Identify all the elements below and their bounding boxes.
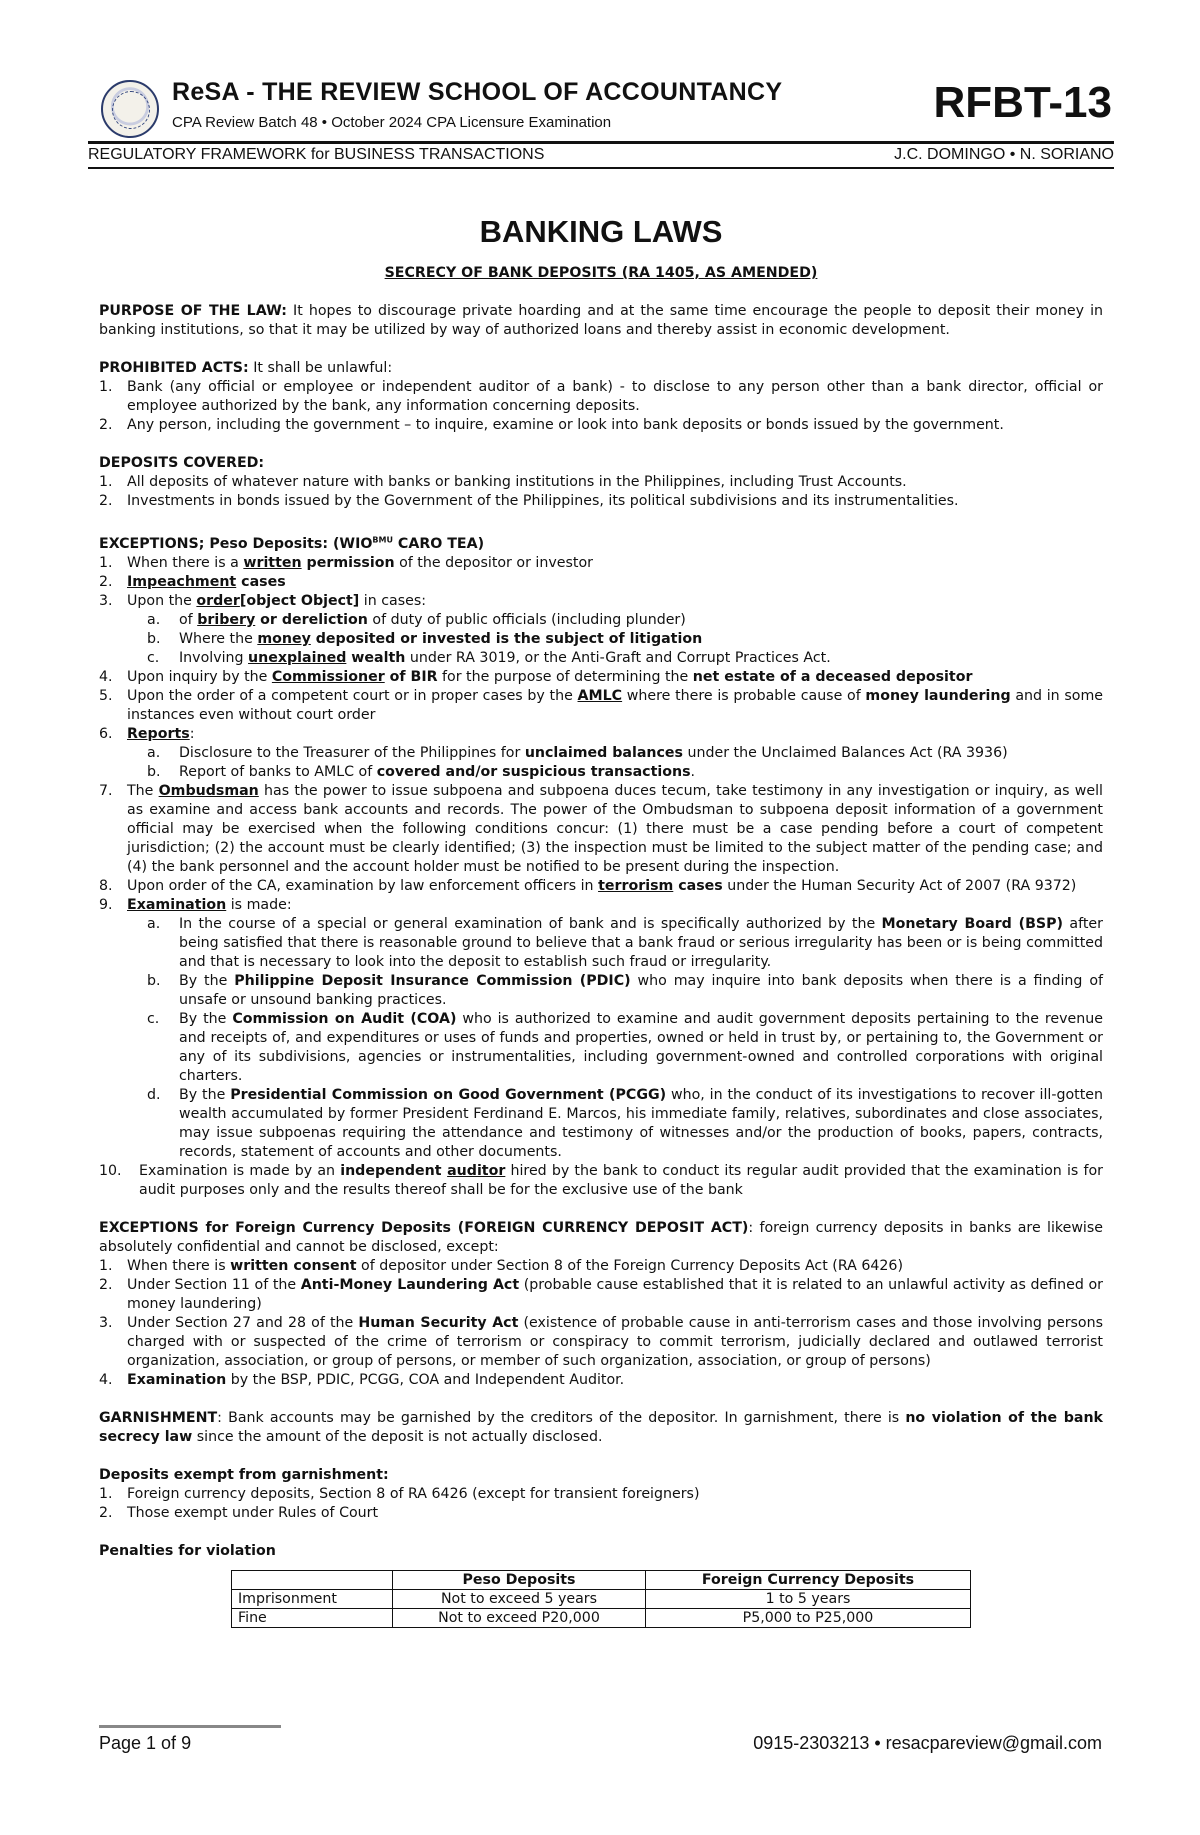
list-item: 3. Upon the order[object Object] in cases: a. of bribery or dereliction of duty of public officials (including plunder) b. Where the money deposited or invested is the subject of litigation c. Involving unexplained wealth under RA 3019, or the Anti-Graft and Corrupt Practices Act. [99, 592, 1103, 668]
penalties-label: Penalties for violation [99, 1542, 276, 1559]
table-cell: Fine [232, 1608, 393, 1627]
list-item: 4. Examination by the BSP, PDIC, PCGG, COA and Independent Auditor. [99, 1371, 625, 1388]
garnishment-section: GARNISHMENT: Bank accounts may be garnished by the creditors of the depositor. In garnishment, there is no violation of the bank secrecy law since the amount of the deposit is not actually disclosed. [99, 1409, 1103, 1445]
main-content [99, 212, 1103, 1628]
table-cell: P5,000 to P25,000 [646, 1608, 971, 1627]
footer-divider [99, 1725, 281, 1728]
table-cell: Not to exceed 5 years [393, 1589, 646, 1608]
table-header: Foreign Currency Deposits [646, 1570, 971, 1589]
list-item: 6. Reports: a. Disclosure to the Treasurer of the Philippines for unclaimed balances under the Unclaimed Balances Act (RA 3936) b. Report of banks to AMLC of covered and/or suspicious transactions. [99, 725, 1103, 782]
list-item: 3. Under Section 27 and 28 of the Human Security Act (existence of probable cause in anti-terrorism cases and those involving persons charged with or suspected of the crime of terrorism or conspiracy to commit terrorism, judicially declared and outlawed terrorist organization, association, or group of persons, or member of such organization, association, or group of persons) [99, 1314, 1103, 1369]
list-item: 2. Impeachment cases [99, 573, 286, 590]
header-divider [88, 141, 1114, 144]
list-item: 2. Any person, including the government – to inquire, examine or look into bank deposits or bonds issued by the government. [99, 417, 1004, 433]
list-item: 10. Examination is made by an independent auditor hired by the bank to conduct its regular audit provided that the examination is for audit purposes only and the results thereof shall be for the exclusive use of the bank [99, 1162, 1103, 1198]
list-item: 8. Upon order of the CA, examination by law enforcement officers in terrorism cases under the Human Security Act of 2007 (RA 9372) [99, 877, 1077, 894]
sub-list-item: a. of bribery or dereliction of duty of public officials (including plunder) [147, 611, 686, 628]
prohibited-text: It shall be unlawful: [248, 360, 393, 376]
penalties-section [99, 1542, 1103, 1628]
list-item: 1. When there is a written permission of the depositor or investor [99, 554, 593, 571]
sub-list-item: b. By the Philippine Deposit Insurance Commission (PDIC) who may inquire into bank deposits when there is a finding of unsafe or unsound banking practices. [147, 972, 1103, 1008]
sub-list-item: b. Where the money deposited or invested is the subject of litigation [147, 630, 703, 647]
contact-info: 0915-2303213 • resacpareview@gmail.com [753, 1733, 1102, 1753]
sub-list-item: c. By the Commission on Audit (COA) who is authorized to examine and audit government deposits pertaining to the revenue and receipts of, and expenditures or uses of funds and properties, owned or held in trust by, or pertaining to, the Government or any of its subdivisions, agencies or instrumentalities, including government-owned and controlled corporations with original charters. [147, 1010, 1103, 1084]
school-name: ReSA - THE REVIEW SCHOOL OF ACCOUNTANCY [172, 78, 783, 106]
list-item: 7. The Ombudsman has the power to issue subpoena and subpoena duces tecum, take testimony in any investigation or inquiry, as well as examine and access bank accounts and records. The power of the Ombudsman to subpoena deposit information of a government official may be exercised when the following conditions concur: (1) there must be a case pending before a court of competent jurisdiction; (2) the account must be clearly identified; (3) the inspection must be limited to the subject matter of the pending case; and (4) the bank personnel and the account holder must be notified to be present during the inspection. [99, 782, 1103, 875]
sub-list-item: b. Report of banks to AMLC of covered and/or suspicious transactions. [147, 763, 696, 780]
section-subtitle: SECRECY OF BANK DEPOSITS (RA 1405, AS AMENDED) [384, 265, 818, 281]
table-cell: Not to exceed P20,000 [393, 1608, 646, 1627]
exceptions-label: EXCEPTIONS; Peso Deposits: ($WIO^{BMU}$ CARO TEA) [99, 535, 485, 552]
page-title: BANKING LAWS [479, 214, 723, 249]
list-item: 2. Under Section 11 of the Anti-Money Laundering Act (probable cause established that it is related to an unlawful activity as defined or money laundering) [99, 1276, 1103, 1312]
exempt-label: Deposits exempt from garnishment: [99, 1466, 389, 1483]
list-item: 5. Upon the order of a competent court or in proper cases by the AMLC where there is probable cause of money laundering and in some instances even without court order [99, 687, 1104, 723]
garnishment-label: GARNISHMENT [99, 1409, 218, 1426]
subject-title: REGULATORY FRAMEWORK for BUSINESS TRANSACTIONS [88, 146, 545, 163]
prohibited-section [99, 359, 1103, 435]
covered-label: DEPOSITS COVERED: [99, 455, 265, 471]
purpose-text: It hopes to discourage private hoarding and at the same time encourage the people to deposit their money in banking institutions, so that it may be utilized by way of authorized loans and thereby assist in economic development. [99, 303, 1104, 338]
header-divider-thin [88, 167, 1114, 169]
list-item: 1. Bank (any official or employee or independent auditor of a bank) - to disclose to any person other than a bank director, official or employee authorized by the bank, any information concerning deposits. [99, 379, 1103, 414]
batch-info: CPA Review Batch 48 • October 2024 CPA Licensure Examination [172, 114, 612, 131]
page-number: Page 1 of 9 [99, 1733, 192, 1753]
table-header-row [232, 1570, 971, 1589]
list-item: 1. When there is written consent of depositor under Section 8 of the Foreign Currency Deposits Act (RA 6426) [99, 1257, 903, 1274]
list-item: 2. Those exempt under Rules of Court [99, 1504, 379, 1521]
sub-list-item: a. Disclosure to the Treasurer of the Philippines for unclaimed balances under the Unclaimed Balances Act (RA 3936) [147, 744, 1008, 761]
foreign-exceptions-section: EXCEPTIONS for Foreign Currency Deposits (FOREIGN CURRENCY DEPOSIT ACT): foreign currency deposits in banks are likewise absolutely confidential and cannot be disclosed, except: 1. When there is written consent of depositor under Section 8 of the Foreign Currency Deposits Act (RA 6426) 2. Under Section 11 of the Anti-Money Laundering Act (probable cause established that it is related to an unlawful activity as defined or money laundering) 3. Under Section 27 and 28 of the Human Security Act (existence of probable cause in anti-terrorism cases and those involving persons charged with or suspected of the crime of terrorism or conspiracy to commit terrorism, judicially declared and outlawed terrorist organization, association, or group of persons, or member of such organization, association, or group of persons) 4. Examination by the BSP, PDIC, PCGG, COA and Independent Auditor. [99, 1219, 1103, 1388]
list-item: 9. Examination is made: a. In the course of a special or general examination of bank and is specifically authorized by the Monetary Board (BSP) after being satisfied that there is reasonable ground to believe that a bank fraud or serious irregularity has been or is being committed and that is necessary to look into the deposit to establish such fraud or irregularity. b. By the Philippine Deposit Insurance Commission (PDIC) who may inquire into bank deposits when there is a finding of unsafe or unsound banking practices. c. By the Commission on Audit (COA) who is authorized to examine and audit government deposits pertaining to the revenue and receipts of, and expenditures or uses of funds and properties, owned or held in trust by, or pertaining to, the Government or any of its subdivisions, agencies or instrumentalities, including government-owned and controlled corporations with original charters. d. By the Presidential Commission on Good Government (PCGG) who, in the conduct of its investigations to recover ill-gotten wealth accumulated by former President Ferdinand E. Marcos, his immediate family, relatives, subordinates and close associates, may issue subpoenas requiring the attendance and testimony of witnesses and/or the production of books, papers, contracts, records, statement of accounts and other documents. [99, 896, 1104, 1160]
resa-logo [101, 80, 159, 138]
list-item: 1. All deposits of whatever nature with banks or banking institutions in the Philippines, including Trust Accounts. [99, 474, 907, 490]
table-row [232, 1608, 971, 1627]
list-item: 4. Upon inquiry by the Commissioner of BIR for the purpose of determining the net estate of a deceased depositor [99, 668, 973, 685]
penalties-table [231, 1570, 971, 1628]
prohibited-label: PROHIBITED ACTS: [99, 360, 249, 376]
table-header [232, 1570, 393, 1589]
document-code: RFBT-13 [933, 78, 1112, 127]
table-row [232, 1589, 971, 1608]
covered-section [99, 454, 1103, 511]
sub-list-item: d. By the Presidential Commission on Good Government (PCGG) who, in the conduct of its investigations to recover ill-gotten wealth accumulated by former President Ferdinand E. Marcos, his immediate family, relatives, subordinates and close associates, may issue subpoenas requiring the attendance and testimony of witnesses and/or the production of books, papers, contracts, records, statement of accounts and other documents. [147, 1086, 1104, 1160]
list-item: 1. Foreign currency deposits, Section 8 of RA 6426 (except for transient foreigners) [99, 1485, 700, 1502]
purpose-label: PURPOSE OF THE LAW: [99, 303, 287, 319]
table-cell: Imprisonment [232, 1589, 393, 1608]
authors: J.C. DOMINGO • N. SORIANO [894, 146, 1114, 163]
peso-exceptions-section [99, 530, 1103, 1200]
table-cell: 1 to 5 years [646, 1589, 971, 1608]
exempt-section [99, 1466, 1103, 1523]
purpose-section [99, 302, 1103, 340]
sub-list-item: c. Involving unexplained wealth under RA 3019, or the Anti-Graft and Corrupt Practices Act. [147, 649, 831, 666]
list-item: 2. Investments in bonds issued by the Government of the Philippines, its political subdivisions and its instrumentalities. [99, 493, 959, 509]
sub-list-item: a. In the course of a special or general examination of bank and is specifically authorized by the Monetary Board (BSP) after being satisfied that there is reasonable ground to believe that a bank fraud or serious irregularity has been or is being committed and that is necessary to look into the deposit to establish such fraud or irregularity. [147, 915, 1103, 970]
foreign-label: EXCEPTIONS for Foreign Currency Deposits (FOREIGN CURRENCY DEPOSIT ACT) [99, 1219, 749, 1236]
table-header: Peso Deposits [393, 1570, 646, 1589]
